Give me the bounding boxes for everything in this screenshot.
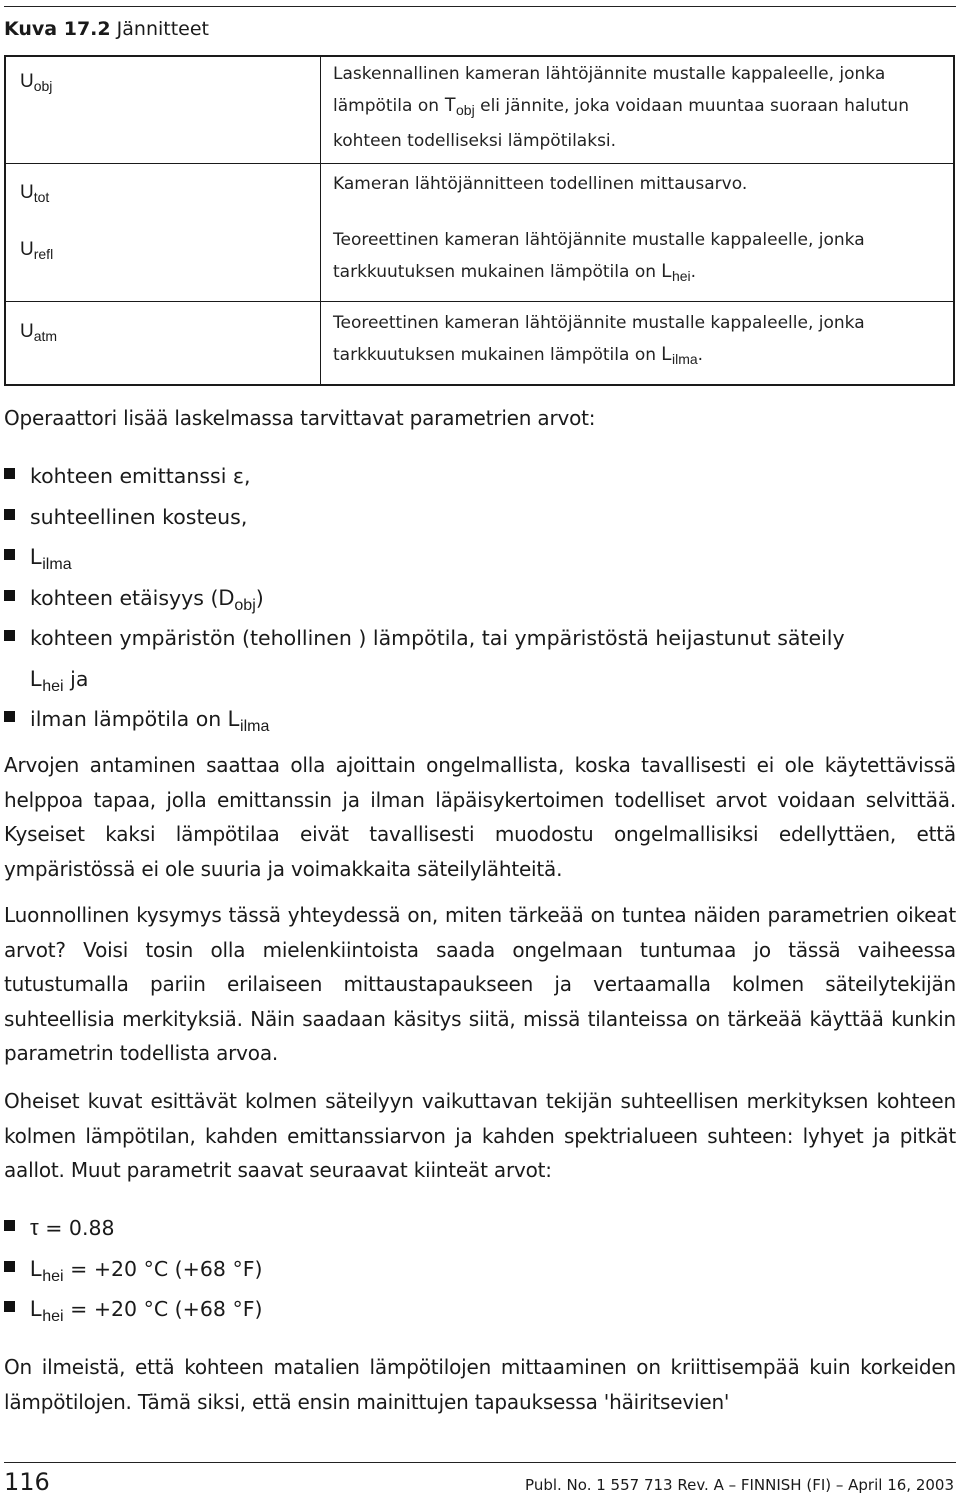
symbol-u-tot: $U_{tot}$ xyxy=(20,182,50,205)
list-item: ilman lämpötila on $L_{ilma}$ xyxy=(4,699,956,740)
paragraph-2: Luonnollinen kysymys tässä yhteydessä on, miten tärkeää on tuntea näiden parametrien oikeat arvot? Voisi tosin olla mielenkiintoista saada ongelmaan tuntumaa jo tässä vaiheessa tutustumalla pariin erilaiseen mittaustapaukseen ja vertaamalla kolmen säteilytekijän suhteellisia merkityksiä. Näin saadaan käsitys siitä, missä tilanteissa on tärkeää käyttää kunkin parametrin todellista arvoa. xyxy=(4,903,956,1065)
desc-line: Kameran lähtöjännitteen todellinen mittausarvo. xyxy=(333,174,748,194)
desc-line: Laskennallinen kameran lähtöjännite mustalle kappaleelle, jonka xyxy=(333,64,886,84)
desc-line: kohteen todelliseksi lämpötilaksi. xyxy=(333,131,617,151)
list-item: suhteellinen kosteus, xyxy=(4,497,956,538)
publication-info: Publ. No. 1 557 713 Rev. A – FINNISH (FI) – April 16, 2003 xyxy=(525,1476,954,1494)
desc-u-refl xyxy=(333,225,865,292)
row-divider xyxy=(6,301,953,302)
desc-line: lämpötila on $T_{obj}$ eli jännite, joka voidaan muuntaa suoraan halutun xyxy=(333,95,909,118)
desc-line: Teoreettinen kameran lähtöjännite mustalle kappaleelle, jonka xyxy=(333,230,865,250)
square-bullet-icon xyxy=(4,630,15,641)
square-bullet-icon xyxy=(4,1261,15,1272)
list-item: $L_{hei}$ ja xyxy=(30,665,89,695)
caption-label: Kuva 17.2 xyxy=(4,18,111,40)
caption-title: Jännitteet xyxy=(116,18,210,40)
symbol-u-refl: $U_{refl}$ xyxy=(20,239,54,262)
page-number: 116 xyxy=(4,1468,50,1496)
square-bullet-icon xyxy=(4,1220,15,1231)
list-item: kohteen ympäristön (tehollinen ) lämpötila, tai ympäristöstä heijastunut säteily xyxy=(4,618,956,659)
square-bullet-icon xyxy=(4,590,15,601)
paragraph-3: Oheiset kuvat esittävät kolmen säteilyyn vaikuttavan tekijän suhteellisen merkityksen kohteen kolmen lämpötilan, kahden emittanssiarvon ja kahden spektrialueen suhteen: lyhyet ja pitkät aallot. Muut parametrit saavat seuraavat kiinteät arvot: xyxy=(4,1089,956,1182)
list-item: $L_{hei} = +20$ °C (+68 °F) xyxy=(4,1289,956,1330)
top-rule xyxy=(4,6,956,7)
intro-text: Operaattori lisää laskelmassa tarvittavat parametrien arvot: xyxy=(4,406,596,430)
footer-rule xyxy=(4,1462,956,1463)
list-item: kohteen emittanssi ε, xyxy=(4,456,956,497)
square-bullet-icon xyxy=(4,711,15,722)
list-item: $L_{ilma}$ xyxy=(4,537,956,578)
desc-line: tarkkuutuksen mukainen lämpötila on $L_{hei}$. xyxy=(333,261,697,284)
square-bullet-icon xyxy=(4,468,15,479)
desc-u-tot xyxy=(333,169,747,200)
square-bullet-icon xyxy=(4,549,15,560)
desc-u-obj xyxy=(333,59,909,157)
symbol-u-obj: $U_{obj}$ xyxy=(20,71,53,94)
symbol-u-atm: $U_{atm}$ xyxy=(20,321,58,344)
column-divider xyxy=(320,57,321,384)
row-divider xyxy=(6,163,953,164)
list-item: kohteen etäisyys $(D_{obj})$ xyxy=(4,578,956,619)
square-bullet-icon xyxy=(4,1301,15,1312)
parameter-list xyxy=(4,456,956,740)
square-bullet-icon xyxy=(4,509,15,520)
fixed-values-list xyxy=(4,1208,956,1330)
list-item: τ = 0.88 xyxy=(4,1208,956,1249)
desc-line: tarkkuutuksen mukainen lämpötila on $L_{ilma}$. xyxy=(333,344,704,367)
paragraph-1: Arvojen antaminen saattaa olla ajoittain ongelmallista, koska tavallisesti ei ole käytettävissä helppoa tapaa, jolla emittanssin ja ilman läpäisykertoimen todelliset arvot voidaan selvittää. Kyseiset kaksi lämpötilaa eivät tavallisesti muodostu ongelmallisiksi edellyttäen, että ympäristössä ei ole suuria ja voimakkaita säteilylähteitä. xyxy=(4,753,956,881)
paragraph-4: On ilmeistä, että kohteen matalien lämpötilojen mittaaminen on kriittisempää kuin korkeiden lämpötilojen. Tämä siksi, että ensin mainittujen tapauksessa 'häiritsevien' xyxy=(4,1355,956,1414)
figure-caption xyxy=(4,18,209,40)
list-item: $L_{hei} = +20$ °C (+68 °F) xyxy=(4,1249,956,1290)
desc-line: Teoreettinen kameran lähtöjännite mustalle kappaleelle, jonka xyxy=(333,313,865,333)
desc-u-atm xyxy=(333,308,865,375)
voltage-table xyxy=(4,55,955,386)
